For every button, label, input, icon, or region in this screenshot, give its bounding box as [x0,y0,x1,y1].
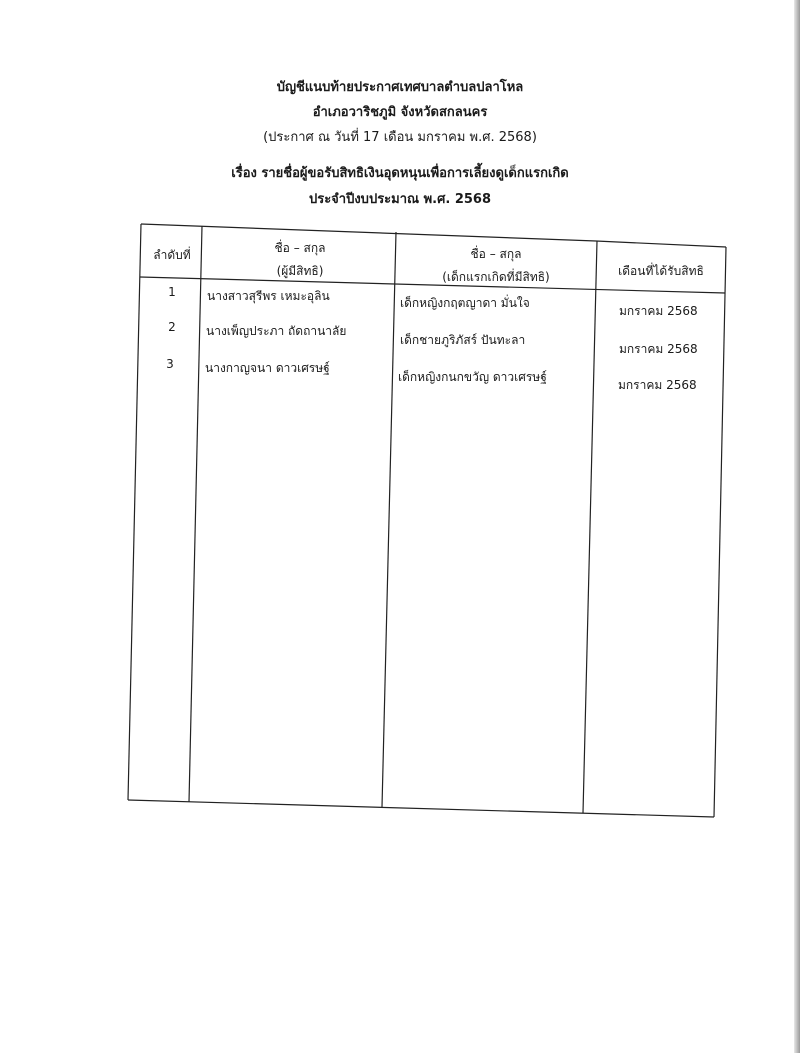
header-title: บัญชีแนบท้ายประกาศเทศบาลตำบลปลาโหล [276,80,524,95]
row-2-recipient: นางเพ็ญประภา ถัดถานาลัย [206,324,347,338]
row-1-month: มกราคม 2568 [619,304,698,318]
row-1-child: เด็กหญิงกฤตญาดา มั่นใจ [400,296,530,310]
row-1-recipient: นางสาวสุรีพร เหมะอุลิน [207,289,330,303]
header-date: (ประกาศ ณ วันที่ 17 เดือน มกราคม พ.ศ. 2568) [263,130,537,145]
row-3-number: 3 [166,357,174,371]
row-1-number: 1 [168,285,176,299]
header-month-entitled: เดือนที่ได้รับสิทธิ [618,264,704,278]
row-3-child: เด็กหญิงกนกขวัญ ดาวเศรษฐ์ [398,370,547,384]
header-order-number: ลำดับที่ [153,248,191,262]
row-2-child: เด็กชายภูริภัสร์ ปันทะลา [400,333,526,347]
header-district: อำเภอวาริชภูมิ จังหวัดสกลนคร [312,105,488,120]
header-recipient-note: (ผู้มีสิทธิ) [276,264,324,278]
header-subject: เรื่อง รายชื่อผู้ขอรับสิทธิเงินอุดหนุนเพื่อการเลี้ยงดูเด็กแรกเกิด [231,166,569,181]
header-recipient-name: ชื่อ – สกุล [274,241,326,255]
header-child-name: ชื่อ – สกุล [470,247,522,261]
row-3-recipient: นางกาญจนา ดาวเศรษฐ์ [205,361,330,375]
header-child-note: (เด็กแรกเกิดที่มีสิทธิ) [442,270,550,284]
row-2-number: 2 [168,320,176,334]
row-2-month: มกราคม 2568 [619,342,698,356]
header-fiscal-year: ประจำปีงบประมาณ พ.ศ. 2568 [308,192,492,207]
row-3-month: มกราคม 2568 [618,378,697,392]
